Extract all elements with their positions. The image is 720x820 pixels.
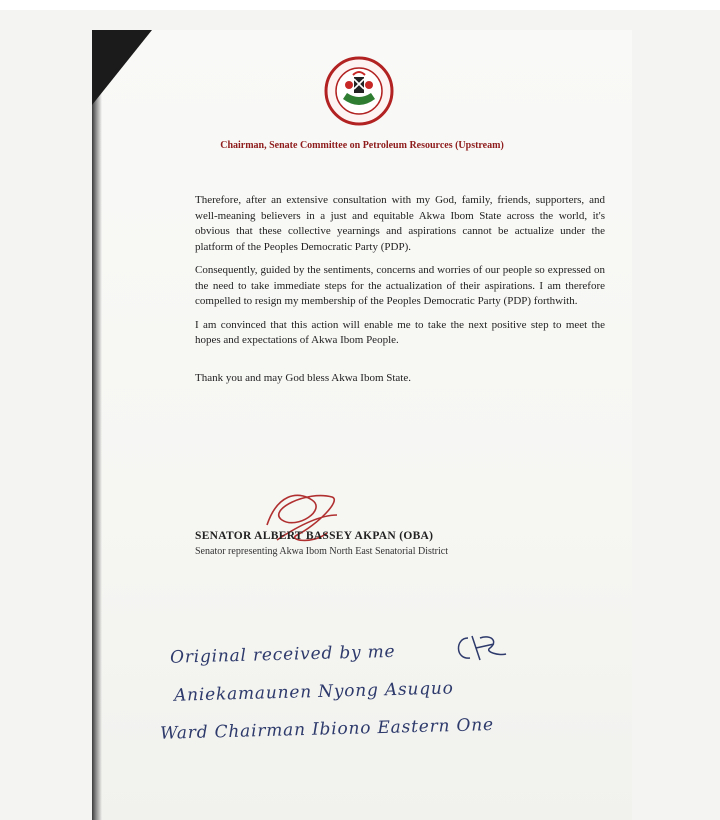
closing-line: Thank you and may God bless Akwa Ibom State. bbox=[195, 371, 411, 384]
senate-seal-icon bbox=[323, 55, 395, 127]
handwritten-line-3: Ward Chairman Ibiono Eastern One bbox=[159, 715, 495, 744]
handwritten-line-2: Aniekamaunen Nyong Asuquo bbox=[173, 678, 454, 706]
paragraph-3: I am convinced that this action will enable me to take the next positive step to meet the hopes and expectations of Akwa Ibom People. bbox=[195, 318, 605, 346]
signatory-name: SENATOR ALBERT BASSEY AKPAN (OBA) bbox=[195, 530, 434, 542]
paragraph-2: Consequently, guided by the sentiments, concerns and worries of our people so expressed on the need to take immediate steps for the actualization of their aspirations. I am therefore compelled to resign my membership of the Peoples Democratic Party (PDP) forthwith. bbox=[195, 264, 605, 307]
photo-corner-shadow bbox=[92, 30, 152, 105]
letter-body bbox=[195, 193, 605, 394]
viewer-top-bar bbox=[0, 0, 720, 10]
signatory-title: Senator representing Akwa Ibom North East Senatorial District bbox=[195, 546, 448, 557]
committee-header: Chairman, Senate Committee on Petroleum Resources (Upstream) bbox=[220, 140, 504, 151]
letter-photo bbox=[92, 30, 632, 820]
paragraph-1: Therefore, after an extensive consultation with my God, family, friends, supporters, and well-meaning believers in a just and equitable Akwa Ibom State across the world, it's obvious that these collective yearnings and aspirations cannot be actualize under the platform of the Peoples Democratic Party (PDP). bbox=[195, 194, 605, 253]
handwritten-initials-icon bbox=[450, 632, 510, 664]
handwritten-line-1: Original received by me bbox=[169, 641, 396, 668]
signature-icon bbox=[257, 485, 347, 555]
